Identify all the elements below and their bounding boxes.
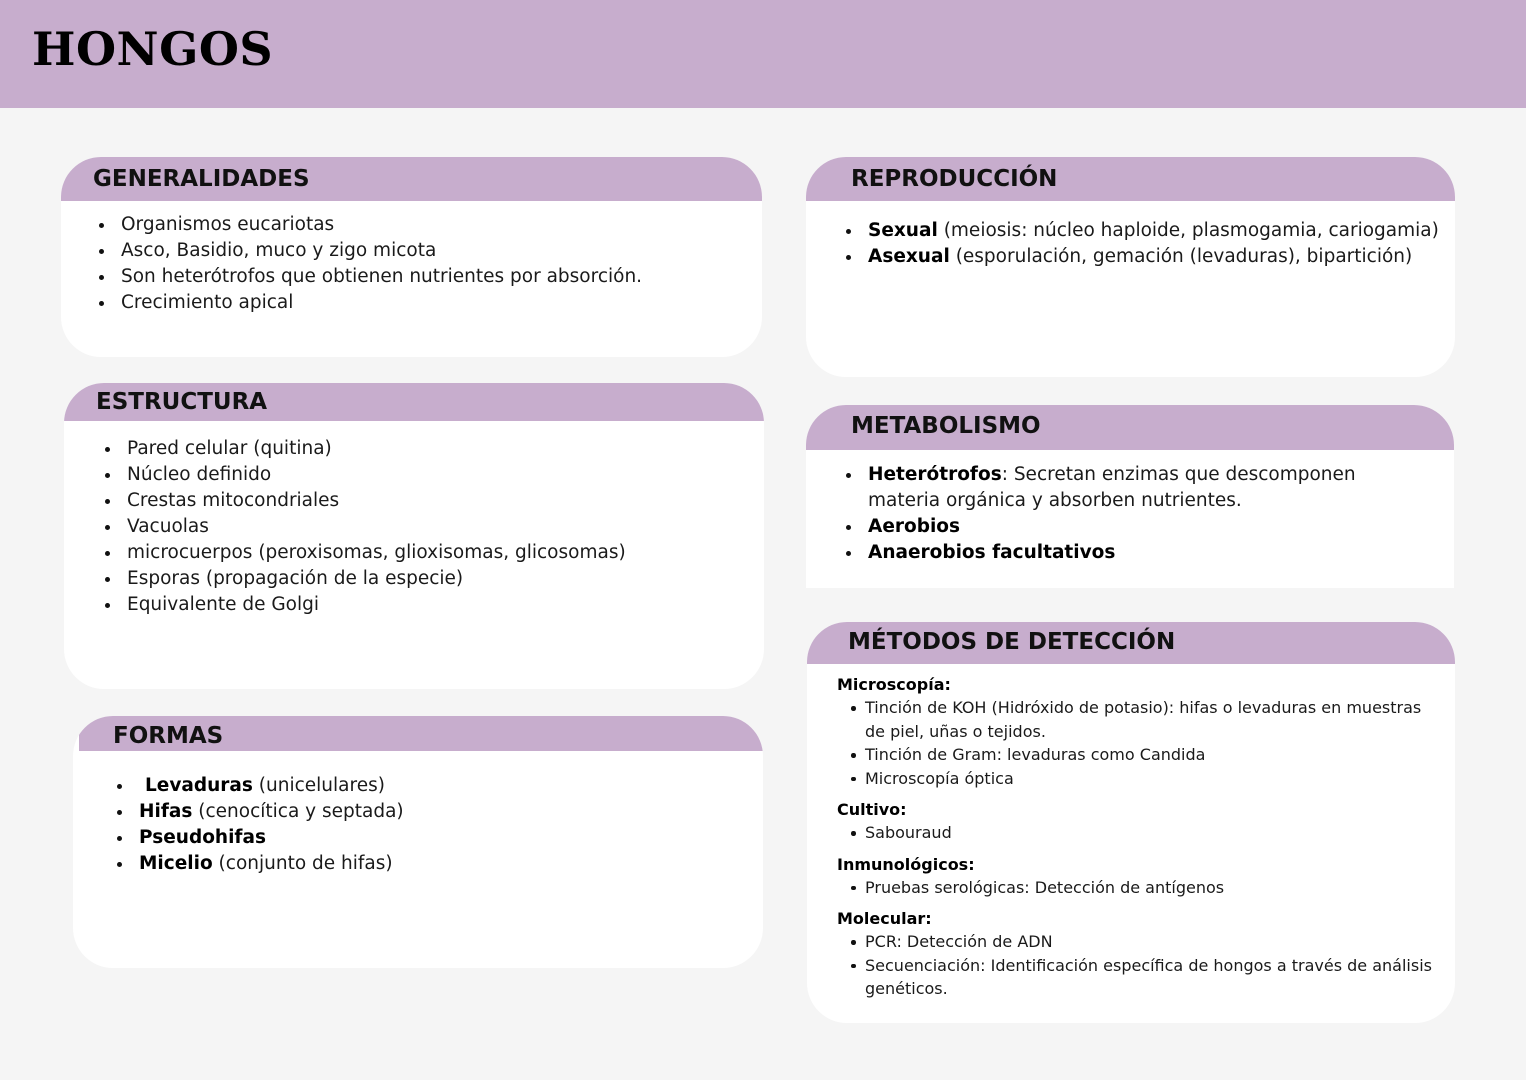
- list-item: Núcleo definido: [103, 462, 626, 488]
- metabolismo-title: METABOLISMO: [851, 413, 1041, 439]
- section-heading: Microscopía:: [837, 675, 951, 694]
- list-item: Tinción de KOH (Hidróxido de potasio): hifas o levaduras en muestras de piel, uñas o tejidos.: [837, 696, 1437, 743]
- metabolismo-header: [806, 405, 1454, 450]
- list-item: Son heterótrofos que obtienen nutrientes por absorción.: [97, 264, 642, 290]
- section-heading: Cultivo:: [837, 800, 907, 819]
- page-header: [0, 0, 1526, 108]
- formas-title: FORMAS: [113, 723, 224, 749]
- list-item: [115, 799, 404, 825]
- generalidades-card: [61, 157, 762, 357]
- item-bold: Heterótrofos: [868, 464, 1002, 485]
- list-item: PCR: Detección de ADN: [837, 930, 1437, 954]
- deteccion-title: MÉTODOS DE DETECCIÓN: [848, 629, 1176, 655]
- item-text: : Secretan enzimas que descomponen materia orgánica y absorben nutrientes.: [868, 464, 1356, 511]
- list-item: Secuenciación: Identificación específica de hongos a través de análisis genéticos.: [837, 954, 1437, 1001]
- list-item: Tinción de Gram: levaduras como Candida: [837, 743, 1437, 767]
- estructura-card: [64, 383, 764, 689]
- list-item: [115, 773, 404, 799]
- list-item: microcuerpos (peroxisomas, glioxisomas, glicosomas): [103, 540, 626, 566]
- section-heading: Molecular:: [837, 909, 932, 928]
- item-bold: Pseudohifas: [139, 827, 266, 848]
- metabolismo-card: [806, 405, 1454, 588]
- list-item: Pruebas serológicas: Detección de antígenos: [837, 876, 1437, 900]
- generalidades-title: GENERALIDADES: [93, 166, 310, 192]
- item-bold: Hifas: [139, 801, 193, 822]
- generalidades-header: [61, 157, 762, 201]
- page-title: HONGOS: [32, 22, 274, 76]
- list-item: [844, 514, 1384, 540]
- list-item: Crecimiento apical: [97, 290, 642, 316]
- list-item: [115, 825, 404, 851]
- reproduccion-card: [806, 157, 1455, 377]
- deteccion-card: [807, 622, 1455, 1023]
- list-item: Equivalente de Golgi: [103, 592, 626, 618]
- item-text: (unicelulares): [252, 775, 385, 796]
- item-bold: Anaerobios facultativos: [868, 542, 1116, 563]
- list-item: [115, 851, 404, 877]
- item-bold: Asexual: [868, 246, 950, 267]
- list-item: Vacuolas: [103, 514, 626, 540]
- item-bold: Micelio: [139, 853, 213, 874]
- formas-header: [79, 716, 763, 751]
- reproduccion-title: REPRODUCCIÓN: [851, 166, 1058, 192]
- item-text: (meiosis: núcleo haploide, plasmogamia, cariogamia): [937, 220, 1439, 241]
- deteccion-header: [807, 622, 1455, 664]
- item-text: (esporulación, gemación (levaduras), bipartición): [949, 246, 1413, 267]
- section-heading: Inmunológicos:: [837, 854, 975, 874]
- list-item: Esporas (propagación de la especie): [103, 566, 626, 592]
- list-item: Microscopía óptica: [837, 767, 1437, 791]
- reproduccion-header: [806, 157, 1455, 201]
- list-item: [844, 218, 1444, 244]
- list-item: Pared celular (quitina): [103, 436, 626, 462]
- list-item: [844, 540, 1384, 566]
- item-bold: Levaduras: [145, 775, 253, 796]
- list-item: Organismos eucariotas: [97, 212, 642, 238]
- list-item: Crestas mitocondriales: [103, 488, 626, 514]
- formas-card: [73, 716, 763, 968]
- list-item: Sabouraud: [837, 821, 1437, 845]
- list-item: [844, 244, 1444, 270]
- item-text: (conjunto de hifas): [212, 853, 393, 874]
- estructura-header: [64, 383, 764, 421]
- list-item: [844, 462, 1384, 514]
- item-text: (cenocítica y septada): [192, 801, 404, 822]
- estructura-title: ESTRUCTURA: [96, 389, 268, 415]
- item-bold: Sexual: [868, 220, 938, 241]
- item-bold: Aerobios: [868, 516, 961, 537]
- list-item: Asco, Basidio, muco y zigo micota: [97, 238, 642, 264]
